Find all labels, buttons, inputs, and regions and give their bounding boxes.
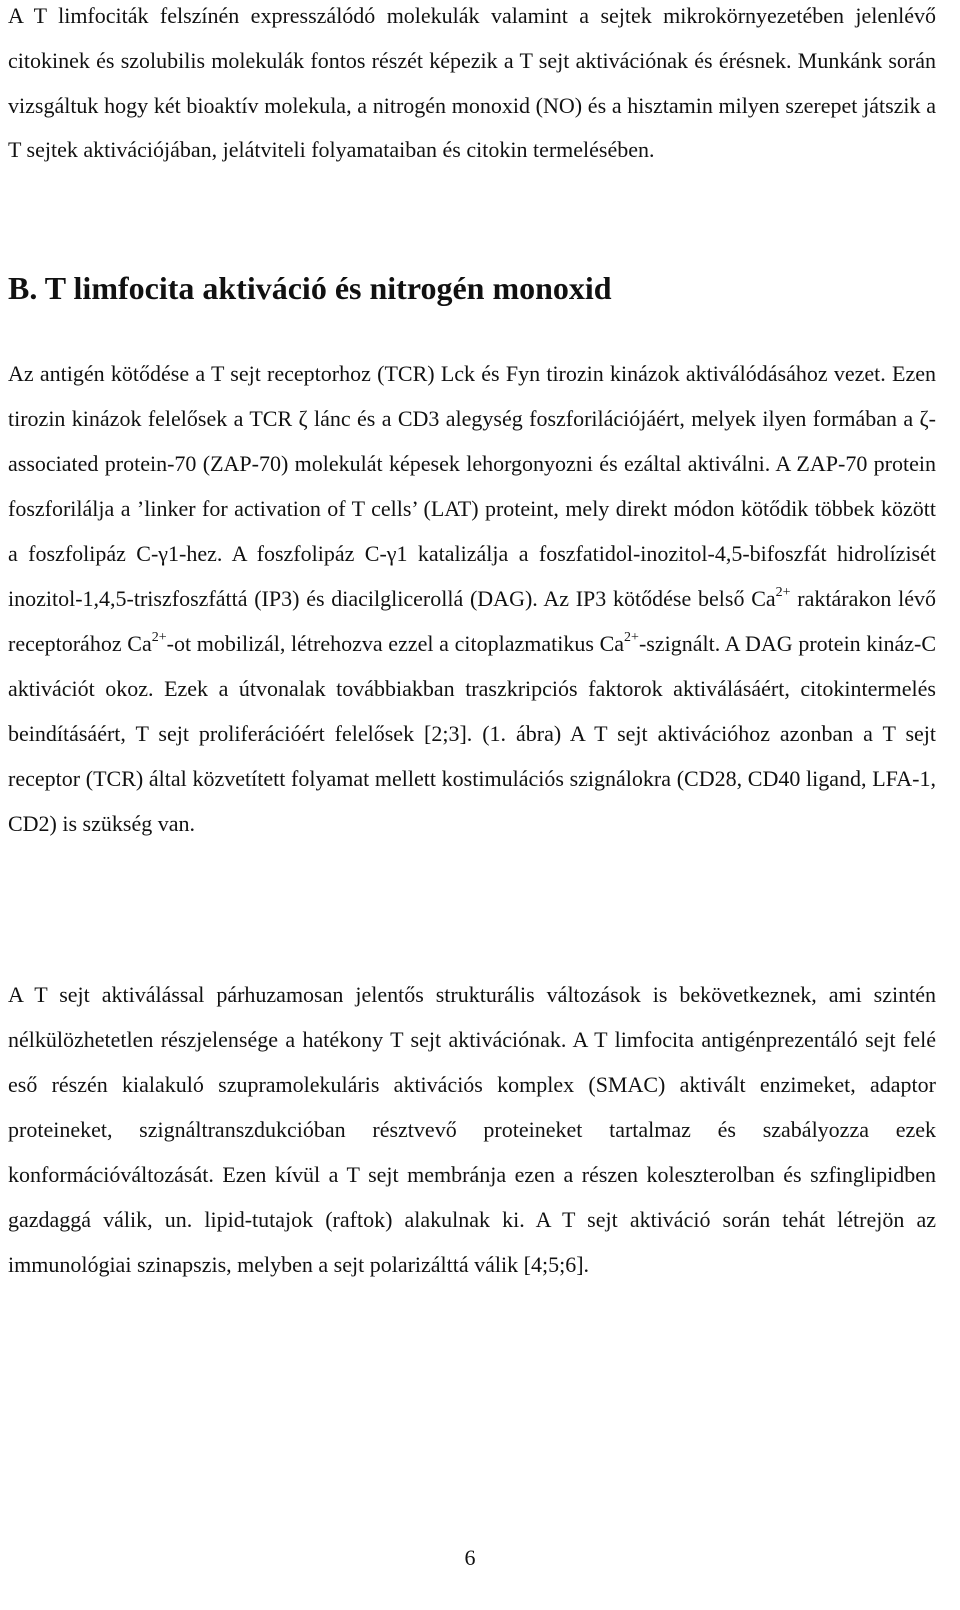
paragraph-1-text-c: -ot mobilizál, létrehozva ezzel a citoplazmatikus Ca [166,631,625,656]
paragraph-1-text-d: -szignált. A DAG protein kináz-C aktivációt okoz. Ezek a útvonalak továbbiakban traszkripciós faktorok aktiválásáért, citokintermelés beindításáért, T sejt proliferációért felelősek [2;3]. (1. ábra) A T sejt aktivációhoz azonban a T sejt receptor (TCR) által közvetített folyamat mellett kostimulációs szignálokra (CD28, CD40 ligand, LFA-1, CD2) is szükség van. [8,631,936,836]
body-paragraph-2: A T sejt aktiválással párhuzamosan jelentős strukturális változások is bekövetkeznek, ami szintén nélkülözhetetlen részjelensége a hatékony T sejt aktivációnak. A T limfocita antigénprezentáló sejt felé eső részén kialakuló szupramolekuláris aktivációs komplex (SMAC) aktivált enzimeket, adaptor proteineket, szignáltranszdukcióban résztvevő proteineket tartalmaz és szabályozza ezek konformációváltozását. Ezen kívül a T sejt membránja ezen a részen koleszterolban és szfinglipidben gazdaggá válik, un. lipid-tutajok (raftok) alakulnak ki. A T sejt aktiváció során tehát létrejön az immunológiai szinapszis, melyben a sejt polarizálttá válik [4;5;6]. [8,982,936,1277]
section-heading: B. T limfocita aktiváció és nitrogén monoxid [8,270,612,306]
superscript-charge-1: 2+ [775,584,791,600]
page-number: 6 [464,1545,476,1570]
superscript-charge-3: 2+ [624,629,639,645]
superscript-charge-2: 2+ [151,629,167,645]
body-paragraph-1 [8,351,936,846]
paragraph-1-text-a: Az antigén kötődése a T sejt receptorhoz (TCR) Lck és Fyn tirozin kinázok aktiválódásához vezet. Ezen tirozin kinázok felelősek a TCR ζ lánc és a CD3 alegység foszforilációjáért, melyek ilyen formában a ζ- associated protein-70 (ZAP-70) molekulát képesek lehorgonyozni és ezáltal aktiválni. A ZAP-70 protein foszforilálja a ’linker for activation of T cells’ (LAT) proteint, mely direkt módon kötődik többek között a foszfolipáz C-γ1-hez. A foszfolipáz C-γ1 katalizálja a foszfatidol-inozitol-4,5-bifoszfát hidrolízisét inozitol-1,4,5-triszfoszfáttá (IP3) és diacilglicerollá (DAG). Az IP3 kötődése belső Ca [8,361,936,611]
paragraph-1-text-b: raktárakon lévő receptorához Ca [8,586,936,656]
intro-paragraph: A T limfociták felszínén expresszálódó molekulák valamint a sejtek mikrokörnyezetében jelenlévő citokinek és szolubilis molekulák fontos részét képezik a T sejt aktivációnak és érésnek. Munkánk során vizsgáltuk hogy két bioaktív molekula, a nitrogén monoxid (NO) és a hisztamin milyen szerepet játszik a T sejtek aktivációjában, jelátviteli folyamataiban és citokin termelésében. [8,3,936,163]
body-paragraph-block-1 [8,351,936,846]
intro-paragraph-block [8,0,936,173]
body-paragraph-block-2 [8,972,936,1287]
